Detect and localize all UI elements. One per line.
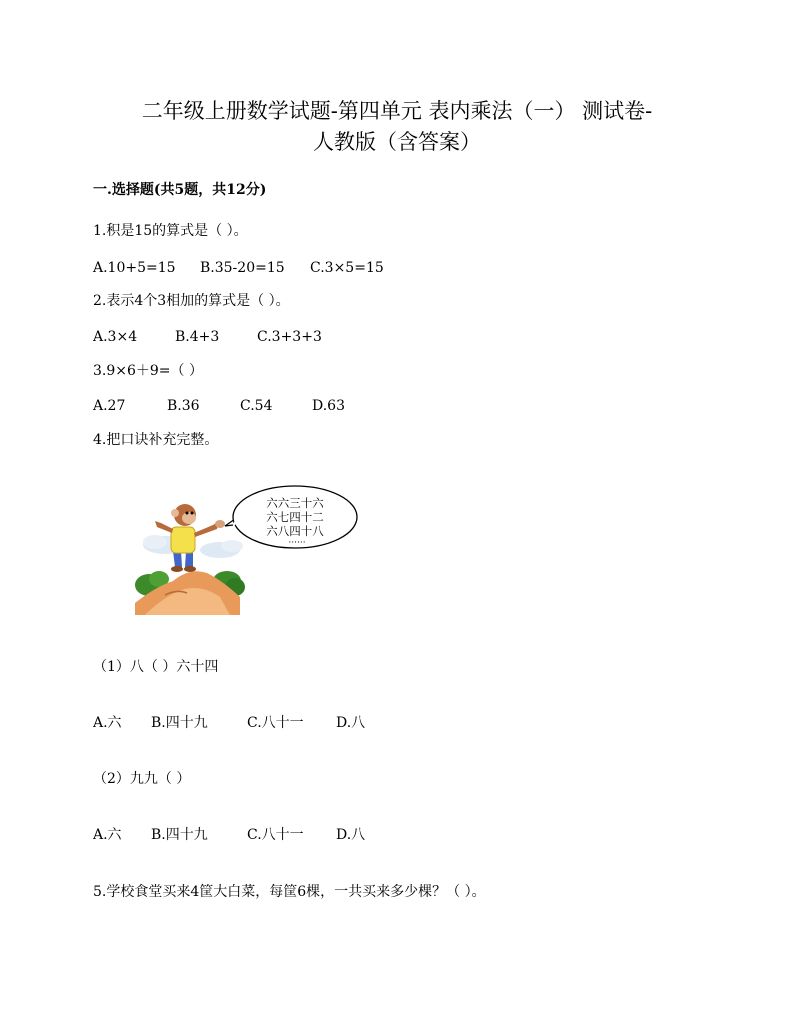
q4-2-option-d: D.八 (336, 827, 366, 843)
question-4-stem: 4.把口诀补充完整。 (93, 432, 219, 448)
monkey-illustration (135, 485, 360, 615)
question-3-stem: 3.9×6＋9=（ ） (93, 363, 203, 379)
q1-option-b: B.35-20=15 (200, 260, 285, 276)
question-1-stem: 1.积是15的算式是（ ）。 (93, 223, 248, 239)
q1-option-c: C.3×5=15 (310, 260, 384, 276)
q4-1-option-b: B.四十九 (151, 715, 208, 731)
q2-option-b: B.4+3 (175, 329, 220, 345)
q4-2-option-c: C.八十一 (247, 827, 304, 843)
q3-option-d: D.63 (312, 398, 345, 414)
question-4-sub-1-stem: （1）八（ ）六十四 (93, 659, 219, 675)
q4-1-option-c: C.八十一 (247, 715, 304, 731)
cloud-right (200, 540, 243, 558)
q2-option-a: A.3×4 (93, 329, 138, 345)
q1-option-a: A.10+5=15 (93, 260, 176, 276)
bubble-line-1: 六六三十六 (266, 496, 324, 510)
title-line-1: 二年级上册数学试题-第四单元 表内乘法（一） 测试卷- (141, 99, 653, 123)
q4-1-option-d: D.八 (336, 715, 366, 731)
question-5-stem: 5.学校食堂买来4筐大白菜，每筐6棵，一共买来多少棵？（ ）。 (93, 884, 486, 900)
bubble-line-2: 六七四十二 (266, 510, 324, 524)
q4-1-option-a: A.六 (93, 715, 122, 731)
q3-option-c: C.54 (240, 398, 273, 414)
q3-option-b: B.36 (167, 398, 200, 414)
question-4-sub-2-stem: （2）九九（ ） (93, 771, 191, 787)
bubble-line-3: 六八四十八 (266, 524, 324, 538)
question-4-sub-2-options (93, 826, 365, 844)
bubble-line-4: ······ (288, 538, 306, 548)
question-3-options (93, 397, 345, 415)
question-2-stem: 2.表示4个3相加的算式是（ ）。 (93, 293, 290, 309)
title-line-2: 人教版（含答案） (313, 130, 481, 154)
q3-option-a: A.27 (93, 398, 126, 414)
question-1-options (93, 259, 384, 277)
section-heading: 一.选择题(共5题，共12分) (93, 182, 267, 198)
question-4-sub-1-options (93, 714, 365, 732)
q4-2-option-b: B.四十九 (151, 827, 208, 843)
question-2-options (93, 328, 322, 346)
q4-2-option-a: A.六 (93, 827, 122, 843)
q2-option-c: C.3+3+3 (257, 329, 322, 345)
